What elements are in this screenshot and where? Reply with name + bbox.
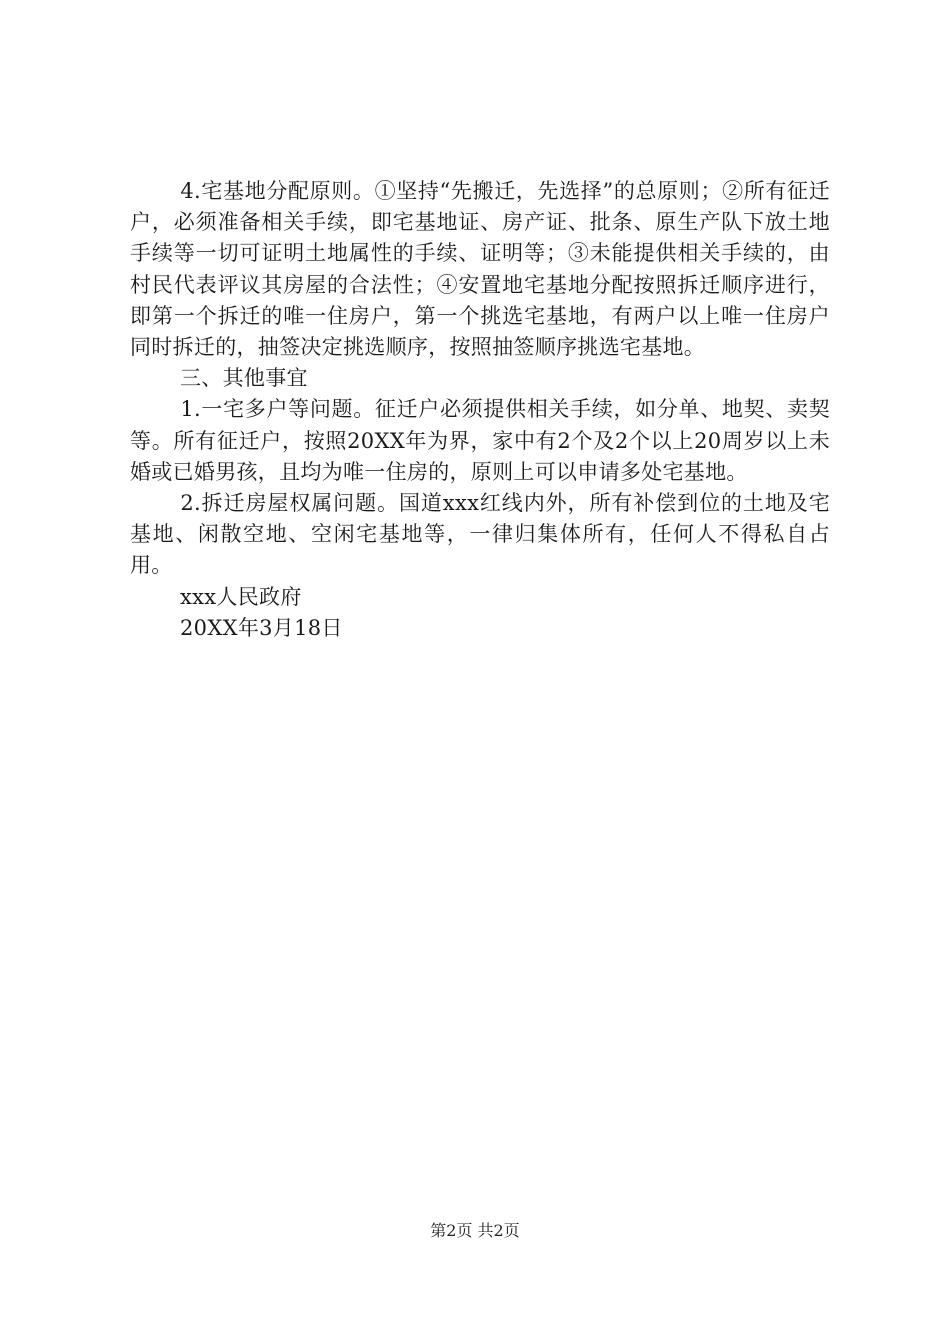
paragraph-homestead-allocation: 4.宅基地分配原则。①坚持“先搬迁，先选择”的总原则；②所有征迁户，必须准备相关手续，即宅基地证、房产证、批条、原生产队下放土地手续等一切可证明土地属性的手续、证明等；③未能提供相关手续的，由村民代表评议其房屋的合法性；④安置地宅基地分配按照拆迁顺序进行，即第一个拆迁的唯一住房户，第一个挑选宅基地，有两户以上唯一住房户同时拆迁的，抽签决定挑选顺序，按照抽签顺序挑选宅基地。 (130, 179, 830, 360)
signature-date: 20XX年3月18日 (180, 615, 343, 640)
section-heading-other-matters: 三、其他事宜 (180, 366, 308, 391)
paragraph-multi-household: 1.一宅多户等问题。征迁户必须提供相关手续，如分单、地契、卖契等。所有征迁户，按照20XX年为界，家中有2个及2个以上20周岁以上未婚或已婚男孩，且均为唯一住房的，原则上可以申请多处宅基地。 (130, 397, 831, 484)
document-body (130, 176, 830, 644)
page-number-footer: 第2页 共2页 (430, 1221, 520, 1240)
signature-issuer: xxx人民政府 (180, 584, 302, 609)
paragraph-house-ownership: 2.拆迁房屋权属问题。国道xxx红线内外，所有补偿到位的土地及宅基地、闲散空地、空闲宅基地等，一律归集体所有，任何人不得私自占用。 (130, 491, 830, 578)
